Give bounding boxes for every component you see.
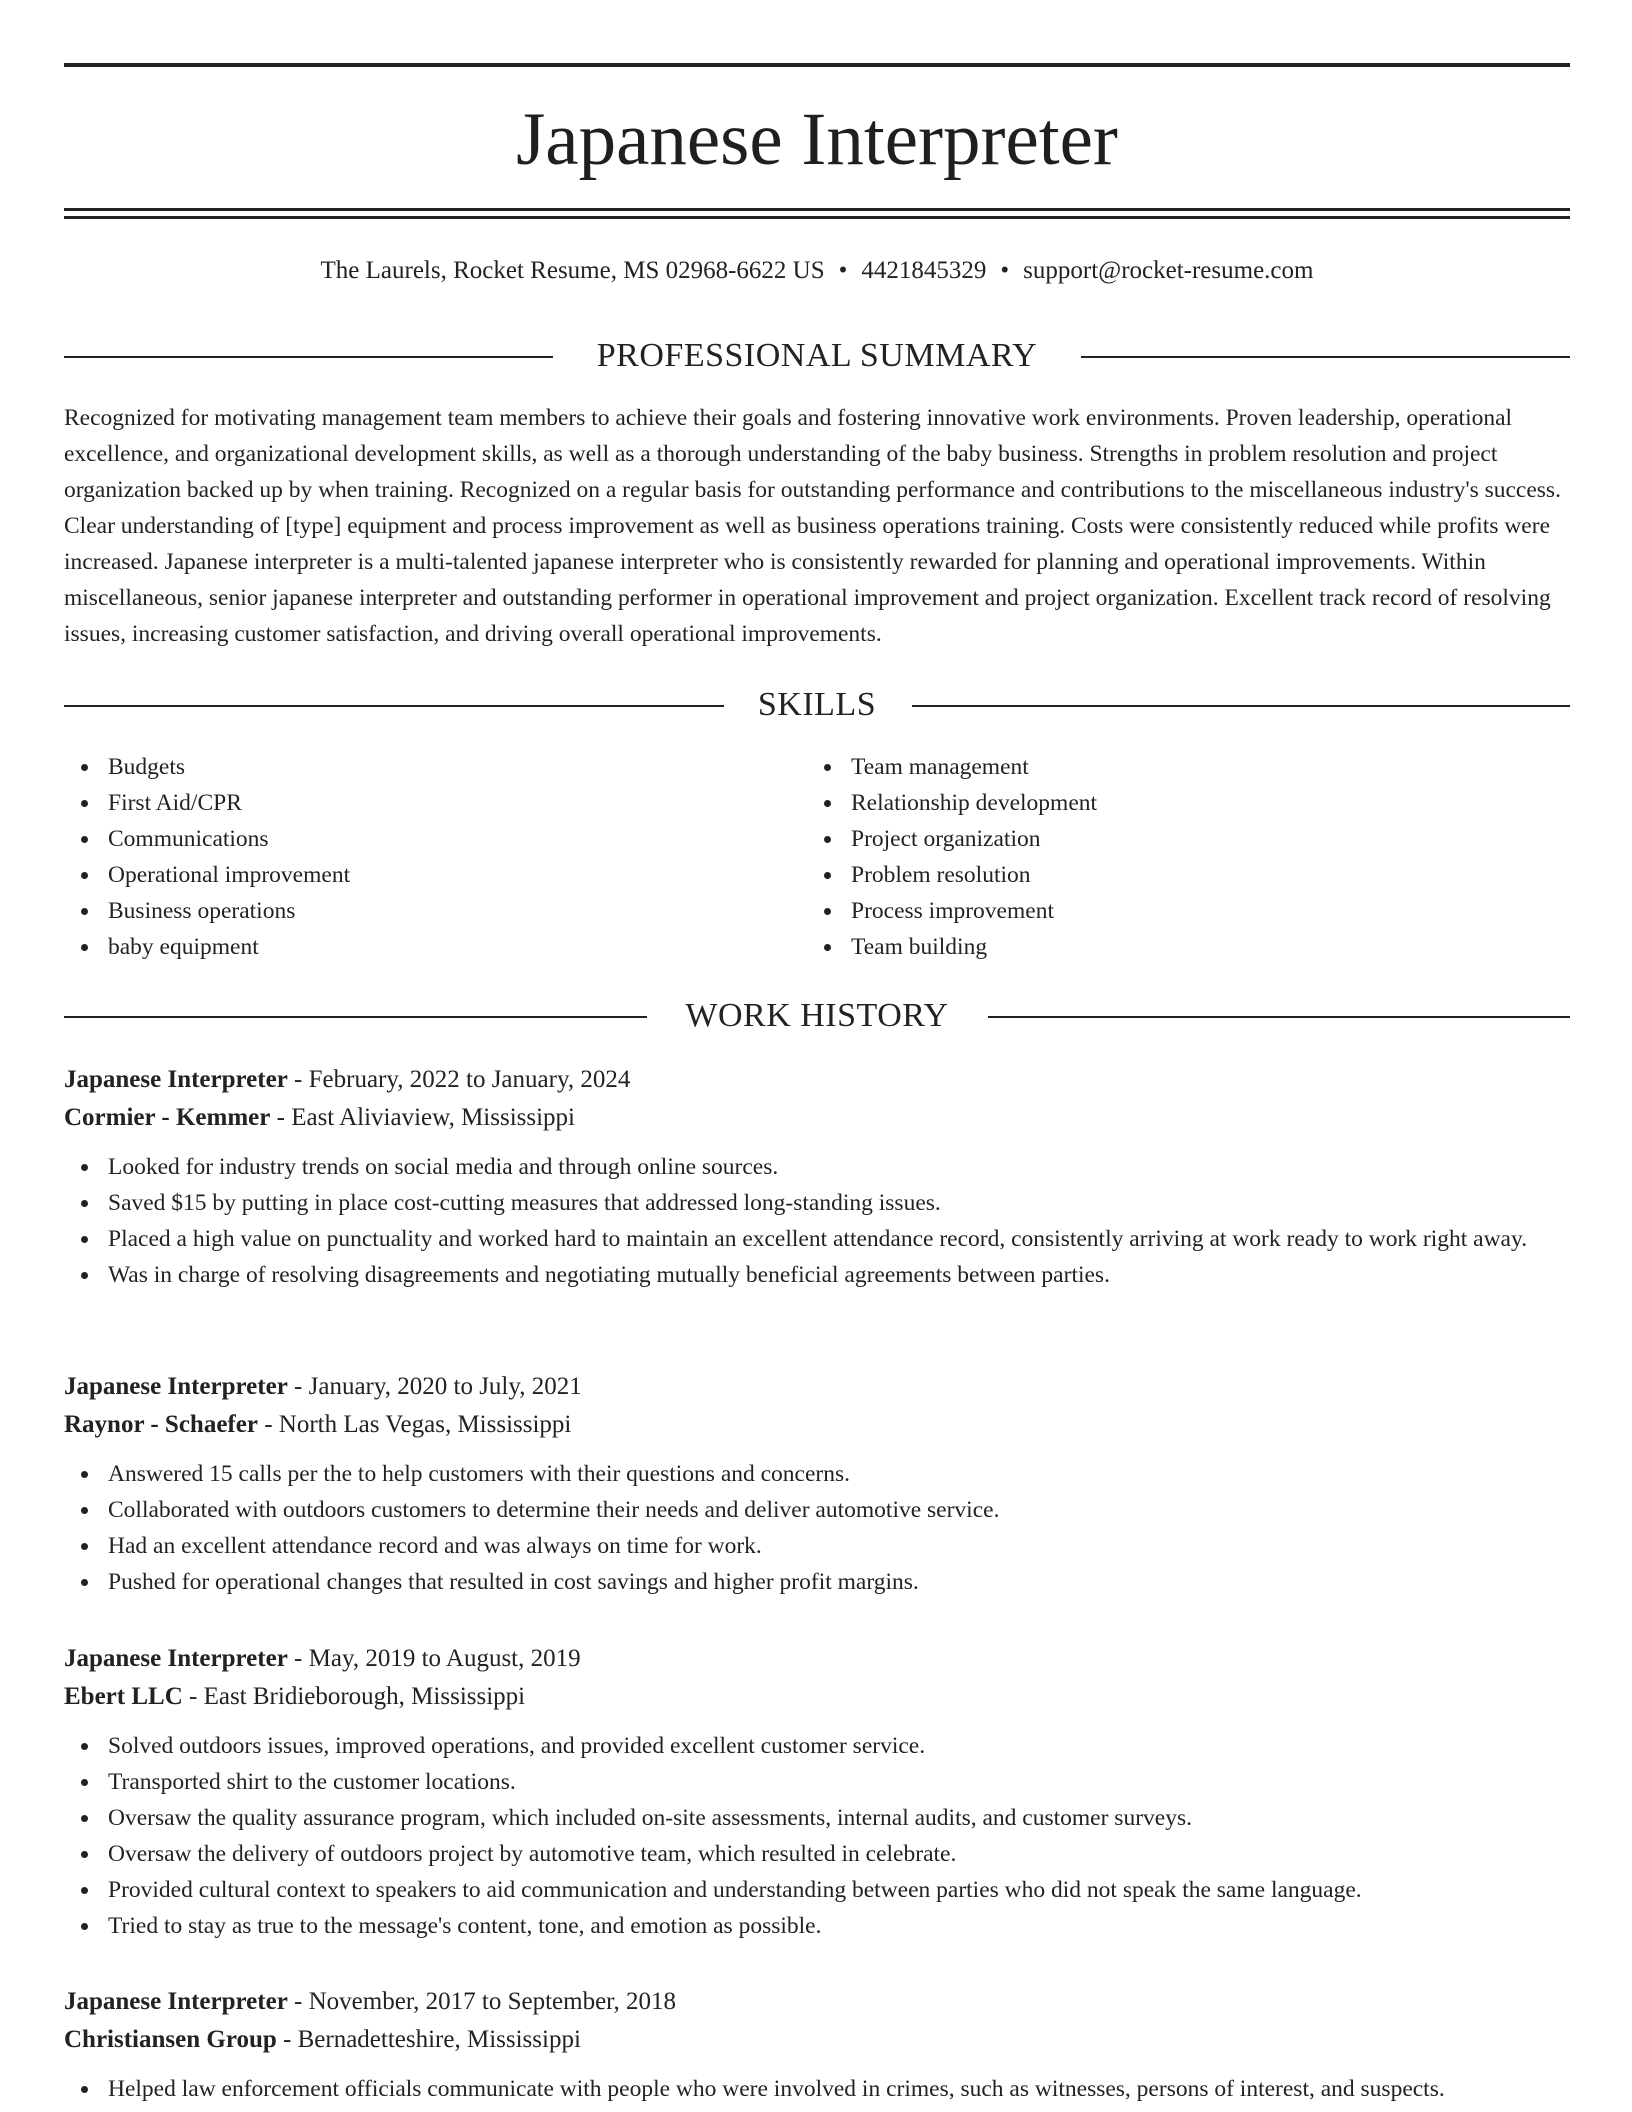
section-title: WORK HISTORY	[685, 997, 949, 1034]
job-title: Japanese Interpreter	[64, 1373, 288, 1400]
job-bullet: Saved $15 by putting in place cost-cutting measures that addressed long-standing issues.	[64, 1185, 1570, 1221]
job-bullet: Oversaw the delivery of outdoors project by automotive team, which resulted in celebrate.	[64, 1836, 1570, 1872]
job-bullet: Oversaw the quality assurance program, which included on-site assessments, internal audits, and customer surveys.	[64, 1800, 1570, 1836]
job-location: - East Bridieborough, Mississippi	[182, 1683, 526, 1710]
job-location: - East Aliviaview, Mississippi	[270, 1104, 576, 1131]
job-bullets	[64, 1728, 1570, 1944]
contact-separator: •	[1000, 257, 1010, 284]
skill-item: Business operations	[64, 893, 804, 929]
job-company-line	[64, 1406, 1570, 1444]
job-bullets	[64, 1456, 1570, 1600]
job-title: Japanese Interpreter	[64, 1988, 288, 2015]
section-title: PROFESSIONAL SUMMARY	[596, 337, 1038, 374]
job-bullet: Transported shirt to the customer locations.	[64, 1764, 1570, 1800]
top-rule	[64, 63, 1570, 67]
job-dates: - February, 2022 to January, 2024	[287, 1066, 631, 1093]
job-bullet: Helped law enforcement officials communicate with people who were involved in crimes, such as witnesses, persons of interest, and suspects.	[64, 2071, 1570, 2107]
job-dates: - November, 2017 to September, 2018	[287, 1988, 676, 2015]
job-bullet: Tried to stay as true to the message's content, tone, and emotion as possible.	[64, 1908, 1570, 1944]
job-location: - North Las Vegas, Mississippi	[257, 1411, 572, 1438]
contact-address: The Laurels, Rocket Resume, MS 02968-6622 US	[320, 257, 825, 284]
contact-email: support@rocket-resume.com	[1023, 257, 1314, 284]
title-double-rule-lower	[64, 216, 1570, 219]
skill-item: Operational improvement	[64, 857, 804, 893]
skill-item: Team management	[807, 749, 1547, 785]
job-bullet: Provided cultural context to speakers to aid communication and understanding between parties who did not speak the same language.	[64, 1872, 1570, 1908]
skill-item: Team building	[807, 929, 1547, 965]
resume-title: Japanese Interpreter	[516, 98, 1118, 181]
job-dates: - May, 2019 to August, 2019	[287, 1645, 581, 1672]
section-heading-work-history	[64, 996, 1570, 1036]
skills-list-right	[807, 749, 1547, 965]
skill-item: Problem resolution	[807, 857, 1547, 893]
job-bullets	[64, 1149, 1570, 1293]
job-bullet: Was in charge of resolving disagreements and negotiating mutually beneficial agreements between parties.	[64, 1257, 1570, 1293]
title-double-rule-upper	[64, 208, 1570, 211]
job-bullet: Looked for industry trends on social media and through online sources.	[64, 1149, 1570, 1185]
skills-list-left	[64, 749, 804, 965]
job-bullet: Answered 15 calls per the to help customers with their questions and concerns.	[64, 1456, 1570, 1492]
job-company-line	[64, 1099, 1570, 1137]
skill-item: Budgets	[64, 749, 804, 785]
job-bullet: Pushed for operational changes that resulted in cost savings and higher profit margins.	[64, 1564, 1570, 1600]
job-title-line	[64, 1368, 1570, 1406]
job-bullets	[64, 2071, 1570, 2107]
contact-line	[64, 254, 1570, 288]
job-bullet: Had an excellent attendance record and was always on time for work.	[64, 1528, 1570, 1564]
job-title: Japanese Interpreter	[64, 1645, 288, 1672]
job-company-line	[64, 2021, 1570, 2059]
job-company: Christiansen Group	[64, 2026, 277, 2053]
job-bullet: Collaborated with outdoors customers to determine their needs and deliver automotive service.	[64, 1492, 1570, 1528]
summary-paragraph: Recognized for motivating management team members to achieve their goals and fostering innovative work environments. Proven leadership, operational excellence, and organizational development skills, as well as a thorough understanding of the baby business. Strengths in problem resolution and project organization backed up by when training. Recognized on a regular basis for outstanding performance and contributions to the miscellaneous industry's success. Clear understanding of [type] equipment and process improvement as well as business operations training. Costs were consistently reduced while profits were increased. Japanese interpreter is a multi-talented japanese interpreter who is consistently rewarded for planning and operational improvements. Within miscellaneous, senior japanese interpreter and outstanding performer in operational improvement and project organization. Excellent track record of resolving issues, increasing customer satisfaction, and driving overall operational improvements.	[64, 405, 1561, 647]
job-entry	[64, 1983, 1570, 2107]
section-heading-summary	[64, 336, 1570, 376]
job-title: Japanese Interpreter	[64, 1066, 288, 1093]
job-company-line	[64, 1678, 1570, 1716]
contact-phone: 4421845329	[861, 257, 987, 284]
skill-item: First Aid/CPR	[64, 785, 804, 821]
job-entry	[64, 1640, 1570, 1944]
job-location: - Bernadetteshire, Mississippi	[276, 2026, 581, 2053]
job-entry	[64, 1368, 1570, 1600]
job-title-line	[64, 1061, 1570, 1099]
job-entry	[64, 1061, 1570, 1293]
skill-item: Communications	[64, 821, 804, 857]
job-title-line	[64, 1640, 1570, 1678]
skill-item: Process improvement	[807, 893, 1547, 929]
job-company: Cormier - Kemmer	[64, 1104, 271, 1131]
skill-item: baby equipment	[64, 929, 804, 965]
contact-separator: •	[838, 257, 848, 284]
job-company: Ebert LLC	[64, 1683, 183, 1710]
section-heading-skills	[64, 685, 1570, 725]
skill-item: Relationship development	[807, 785, 1547, 821]
job-company: Raynor - Schaefer	[64, 1411, 258, 1438]
job-bullet: Placed a high value on punctuality and worked hard to maintain an excellent attendance record, consistently arriving at work ready to work right away.	[64, 1221, 1570, 1257]
section-title: SKILLS	[757, 686, 877, 723]
job-title-line	[64, 1983, 1570, 2021]
skill-item: Project organization	[807, 821, 1547, 857]
job-bullet: Solved outdoors issues, improved operations, and provided excellent customer service.	[64, 1728, 1570, 1764]
job-dates: - January, 2020 to July, 2021	[287, 1373, 582, 1400]
